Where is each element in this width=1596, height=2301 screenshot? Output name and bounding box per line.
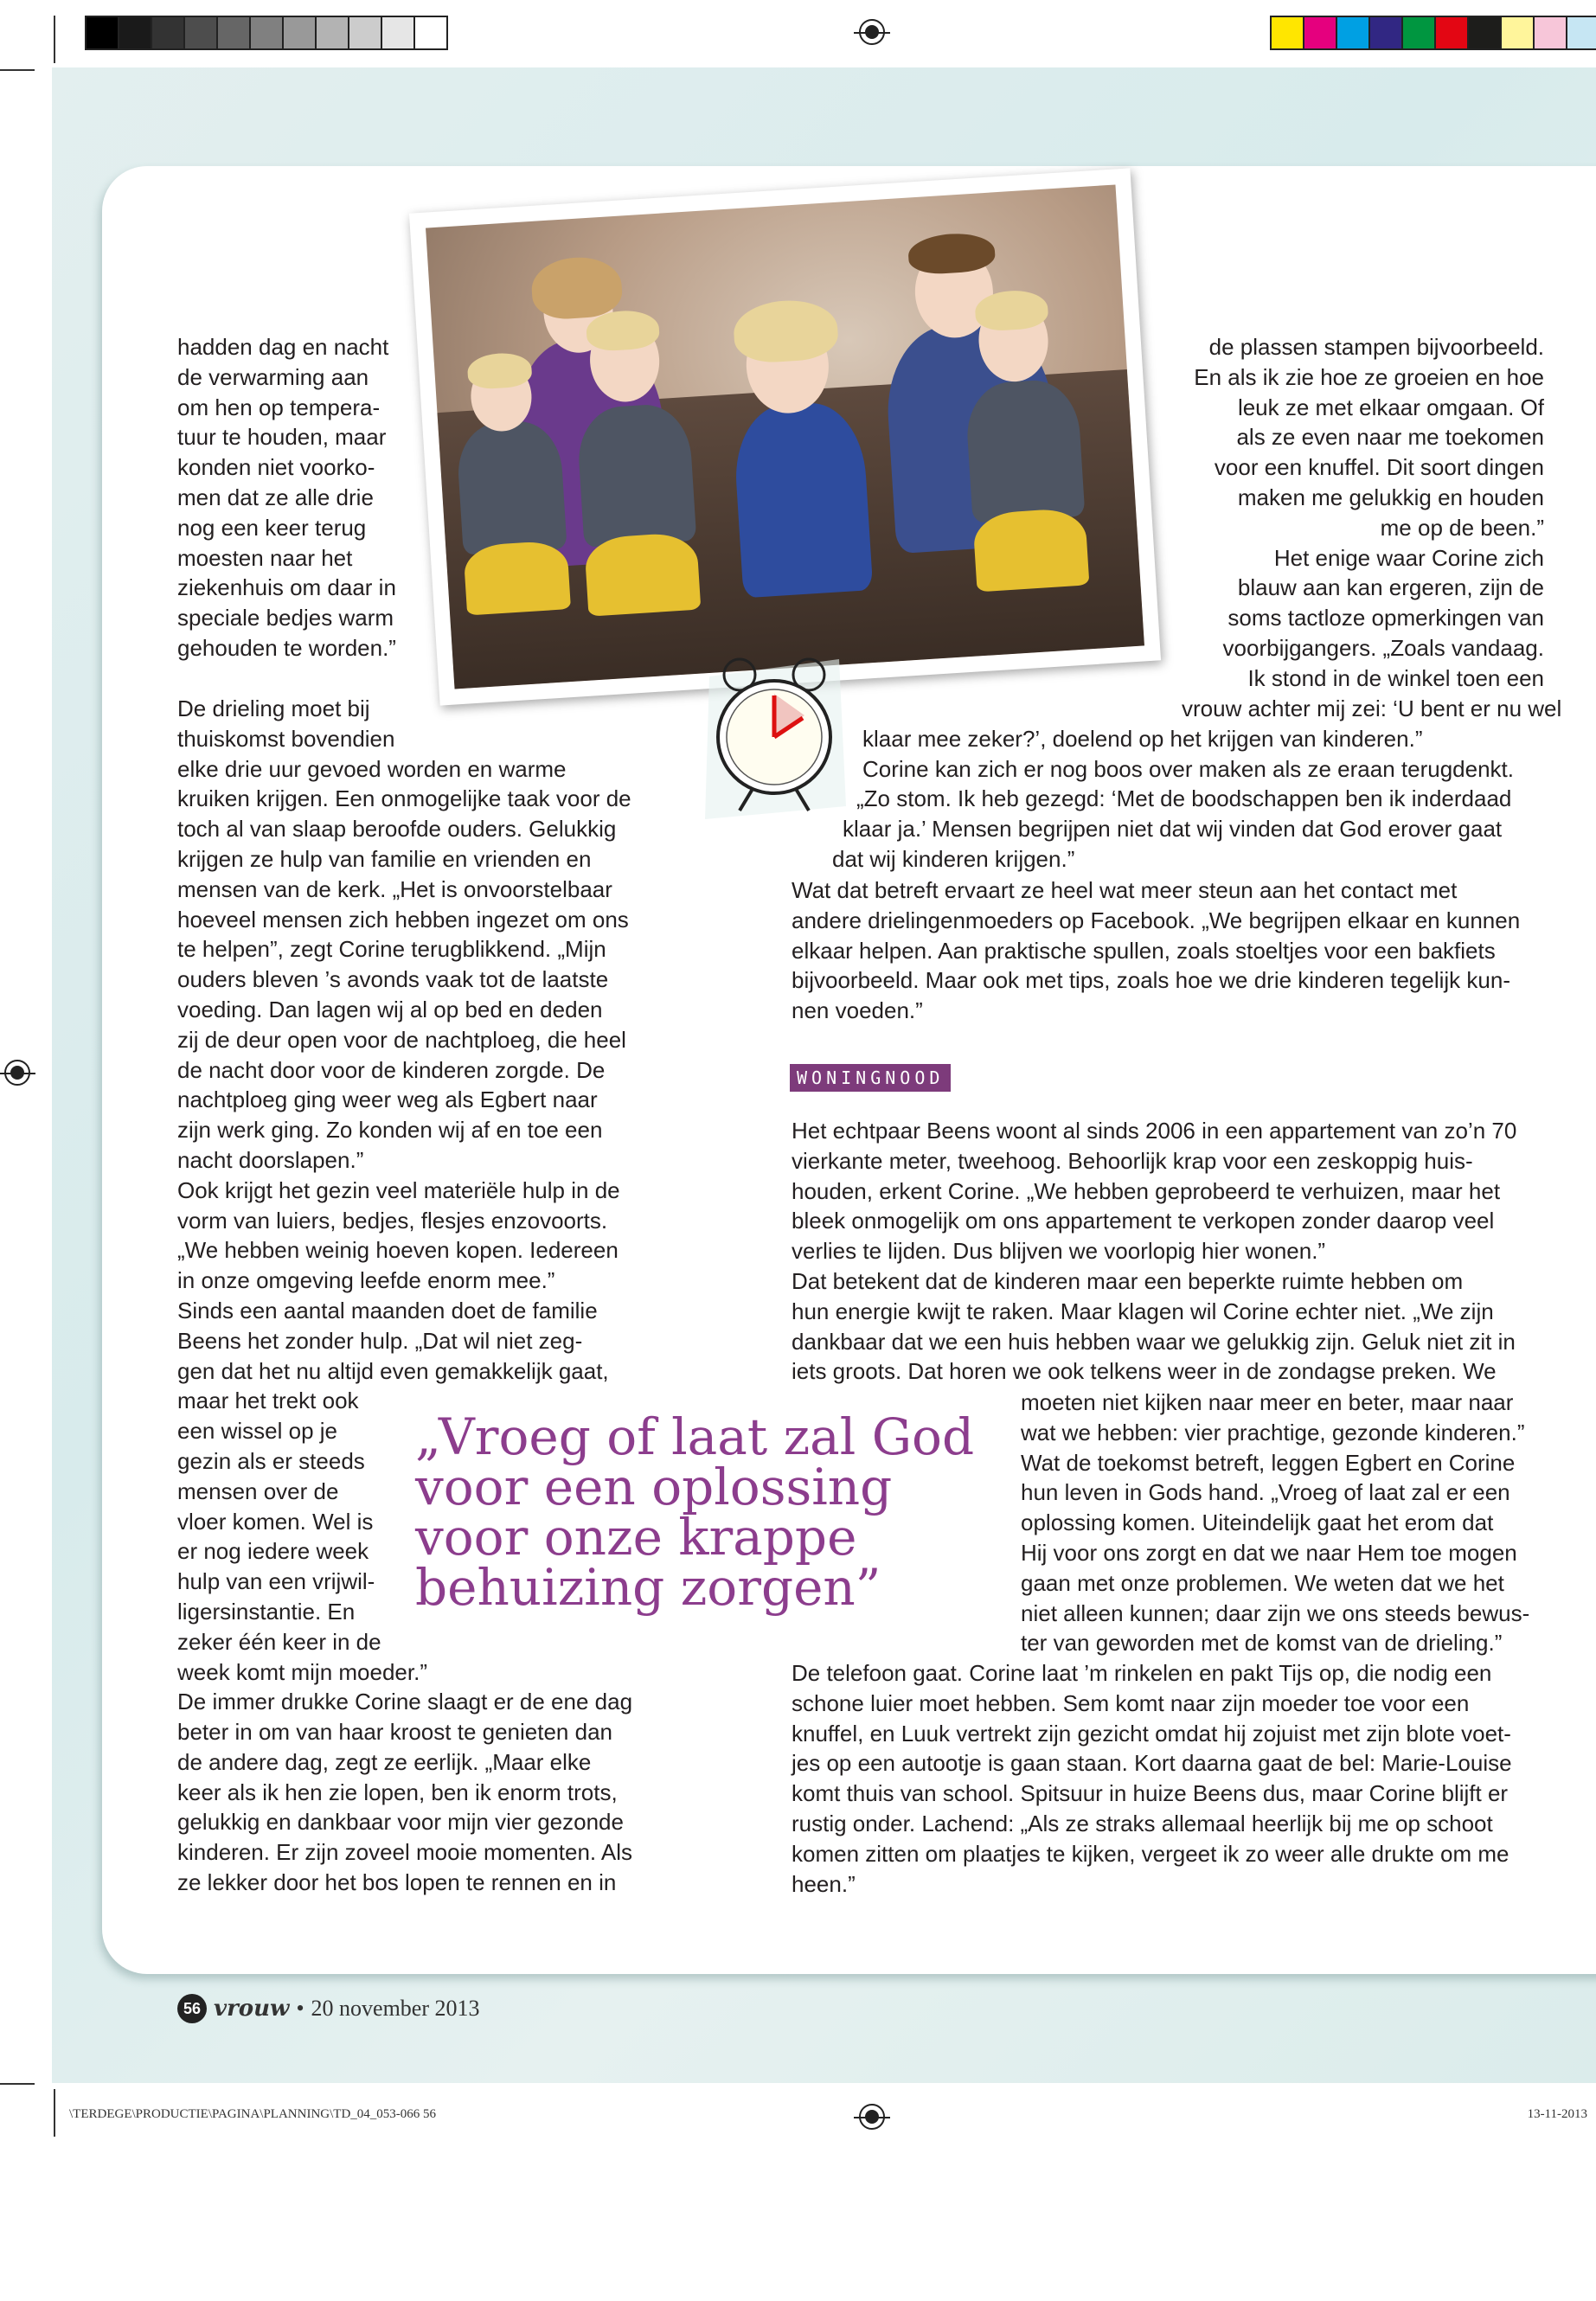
right-column-top	[1194, 332, 1544, 694]
text-line: Ook krijgt het gezin veel materiële hulp in de	[177, 1176, 620, 1203]
color-swatch	[1467, 16, 1502, 50]
text-line: er nog iedere week	[177, 1538, 369, 1565]
family-photo	[409, 168, 1161, 705]
text-line: elkaar helpen. Aan praktische spullen, zoals stoeltjes voor een bakfiets	[792, 937, 1496, 964]
text-line: komt thuis van school. Spitsuur in huize Beens dus, maar Corine blijft er	[792, 1780, 1509, 1807]
left-column-main	[177, 694, 632, 1898]
text-line: niet alleen kunnen; daar zijn we ons steeds bewus-	[1021, 1599, 1530, 1626]
text-line: voeding. Dan lagen wij al op bed en deden	[177, 996, 603, 1022]
text-line: moeten niet kijken naar meer en beter, maar naar	[1021, 1389, 1514, 1415]
pull-quote-line: behuizing zorgen”	[415, 1558, 881, 1617]
right-column-middle	[792, 875, 1520, 1026]
text-line: speciale bedjes warm	[177, 605, 394, 631]
registration-mark-icon	[4, 1060, 30, 1086]
text-line: week komt mijn moeder.”	[177, 1658, 427, 1685]
text-line: soms tactloze opmerkingen van	[1227, 605, 1544, 631]
text-line: voorbijgangers. „Zoals vandaag.	[1222, 634, 1544, 661]
text-line: iets groots. Dat horen we ook telkens weer in de zondagse preken. We	[792, 1358, 1497, 1385]
text-line: Ik stond in de winkel toen een	[1247, 664, 1544, 691]
crop-mark	[54, 2089, 55, 2137]
color-swatch	[1303, 16, 1337, 50]
color-swatch	[1500, 16, 1535, 50]
text-line: moesten naar het	[177, 544, 353, 571]
color-swatch	[85, 16, 119, 50]
issue-date: 20 november 2013	[311, 1996, 480, 2021]
text-line: „We hebben weinig hoeven kopen. Iedereen	[177, 1237, 619, 1264]
text-line: „Zo stom. Ik heb gezegd: ‘Met de boodschappen ben ik inderdaad	[856, 785, 1512, 812]
text-line: dat wij kinderen krijgen.”	[832, 846, 1075, 872]
page-footer	[177, 1994, 480, 2023]
right-column-beside-quote	[1021, 1388, 1529, 1658]
text-line: gezin als er steeds	[177, 1447, 365, 1474]
text-line: konden niet voorko-	[177, 454, 375, 481]
text-line: ligersinstantie. En	[177, 1598, 356, 1625]
text-line: krijgen ze hulp van familie en vrienden en	[177, 845, 592, 872]
print-date-slug: 13-11-2013	[1527, 2107, 1587, 2121]
color-swatch	[282, 16, 317, 50]
text-line: me op de been.”	[1380, 514, 1544, 541]
registration-mark-icon	[859, 19, 885, 45]
text-line: gaan met onze problemen. We weten dat we het	[1021, 1569, 1504, 1596]
color-swatch	[1401, 16, 1436, 50]
text-line: De immer drukke Corine slaagt er de ene dag	[177, 1689, 633, 1715]
text-line: mensen van de kerk. „Het is onvoorstelbaar	[177, 875, 612, 902]
color-swatch	[348, 16, 382, 50]
text-line: schone luier moet hebben. Sem komt naar zijn moeder toe voor een	[792, 1689, 1470, 1716]
text-line: oplossing komen. Uiteindelijk gaat het erom dat	[1021, 1509, 1494, 1536]
text-line: Wat de toekomst betreft, leggen Egbert en Corine	[1021, 1449, 1516, 1476]
text-line: gehouden te worden.”	[177, 634, 396, 661]
text-line: tuur te houden, maar	[177, 424, 387, 451]
crop-mark	[54, 16, 55, 63]
text-line: hadden dag en nacht	[177, 334, 389, 360]
text-line: om hen op tempera-	[177, 394, 381, 420]
text-line: als ze even naar me toekomen	[1236, 424, 1544, 451]
text-line: leuk ze met elkaar omgaan. Of	[1237, 394, 1544, 420]
color-swatch	[249, 16, 284, 50]
right-column-bottom	[792, 1658, 1512, 1899]
text-line: mensen over de	[177, 1477, 339, 1504]
text-line: elke drie uur gevoed worden en warme	[177, 755, 567, 782]
text-line: Sinds een aantal maanden doet de familie	[177, 1297, 598, 1324]
page-number: 56	[177, 1994, 207, 2023]
file-path-slug: \TERDEGE\PRODUCTIE\PAGINA\PLANNING\TD_04_053-066 56	[69, 2107, 437, 2121]
text-line: heen.”	[792, 1870, 856, 1897]
text-line: Dat betekent dat de kinderen maar een beperkte ruimte hebben om	[792, 1267, 1464, 1294]
text-line: verlies te lijden. Dus blijven we voorlopig hier wonen.”	[792, 1238, 1326, 1265]
color-swatch	[1270, 16, 1304, 50]
text-line: Het enige waar Corine zich	[1273, 544, 1544, 571]
text-line: wat we hebben: vier prachtige, gezonde kinderen.”	[1021, 1419, 1525, 1445]
text-line: vloer komen. Wel is	[177, 1508, 374, 1535]
text-line: dankbaar dat we een huis hebben waar we gelukkig zijn. Geluk niet zit in	[792, 1328, 1516, 1355]
text-line: zij de deur open voor de nachtploeg, die heel	[177, 1026, 626, 1053]
text-line: in onze omgeving leefde enorm mee.”	[177, 1267, 555, 1294]
text-line: keer als ik hen zie lopen, ben ik enorm trots,	[177, 1779, 618, 1805]
text-line: hoeveel mensen zich hebben ingezet om ons	[177, 906, 629, 933]
text-line: jes op een autootje is gaan staan. Kort daarna gaat de bel: Marie-Louise	[792, 1750, 1512, 1777]
text-line: klaar ja.’ Mensen begrijpen niet dat wij vinden dat God erover gaat	[843, 816, 1503, 843]
text-line: bleek onmogelijk om ons appartement te verkopen zonder daarop veel	[792, 1208, 1495, 1234]
text-line: zijn werk ging. Zo konden wij af en toe een	[177, 1117, 603, 1144]
text-line: toch al van slaap beroofde ouders. Gelukkig	[177, 816, 617, 843]
text-line: ouders bleven ’s avonds vaak tot de laatste	[177, 966, 609, 993]
crop-mark	[0, 2083, 35, 2085]
registration-mark-icon	[859, 2104, 885, 2130]
text-line: maar het trekt ook	[177, 1388, 359, 1414]
text-line: zeker één keer in de	[177, 1628, 381, 1655]
text-line: de andere dag, zegt ze eerlijk. „Maar elke	[177, 1748, 592, 1775]
color-swatch	[1566, 16, 1596, 50]
text-line: Wat dat betreft ervaart ze heel wat meer steun aan het contact met	[792, 877, 1458, 903]
text-line: ter van geworden met de komst van de drieling.”	[1021, 1630, 1503, 1657]
text-line: Beens het zonder hulp. „Dat wil niet zeg-	[177, 1327, 583, 1354]
text-line: ze lekker door het bos lopen te rennen en in	[177, 1869, 617, 1896]
color-swatch	[315, 16, 349, 50]
text-line: een wissel op je	[177, 1418, 337, 1445]
color-swatch	[381, 16, 415, 50]
color-swatch	[216, 16, 251, 50]
text-line: de plassen stampen bijvoorbeeld.	[1208, 334, 1544, 360]
text-line: bijvoorbeeld. Maar ook met tips, zoals hoe we drie kinderen tegelijk kun-	[792, 967, 1510, 994]
text-line: vierkante meter, tweehoog. Behoorlijk krap voor een zeskoppig huis-	[792, 1147, 1473, 1174]
process-color-bar	[1272, 16, 1596, 50]
text-line: Hij voor ons zorgt en dat we naar Hem toe mogen	[1021, 1539, 1517, 1566]
alarm-clock-illustration	[701, 642, 848, 824]
color-swatch	[413, 16, 448, 50]
text-line: nachtploeg ging weer weg als Egbert naar	[177, 1086, 598, 1113]
text-line: thuiskomst bovendien	[177, 725, 395, 752]
text-line: hun leven in Gods hand. „Vroeg of laat zal er een	[1021, 1479, 1510, 1506]
text-line: klaar mee zeker?’, doelend op het krijgen van kinderen.”	[862, 725, 1423, 752]
text-line: andere drielingenmoeders op Facebook. „We begrijpen elkaar en kunnen	[792, 907, 1521, 933]
text-line: hulp van een vrijwil-	[177, 1568, 375, 1595]
text-line: komen zitten om plaatjes te kijken, vergeet ik zo weer alle drukte om me	[792, 1840, 1509, 1867]
text-line: vorm van luiers, bedjes, flesjes enzovoorts.	[177, 1207, 608, 1234]
text-line: rustig onder. Lachend: „Als ze straks allemaal heerlijk bij me op schoot	[792, 1810, 1493, 1836]
text-line: maken me gelukkig en houden	[1237, 484, 1544, 510]
color-swatch	[1533, 16, 1567, 50]
pull-quote-line: „Vroeg of laat zal God	[415, 1407, 975, 1466]
section-tag: WONINGNOOD	[790, 1064, 951, 1092]
crop-mark	[0, 69, 35, 71]
text-line: blauw aan kan ergeren, zijn de	[1237, 574, 1544, 601]
text-line: kruiken krijgen. Een onmogelijke taak voor de	[177, 785, 631, 812]
text-line: gen dat het nu altijd even gemakkelijk gaat,	[177, 1357, 609, 1384]
text-line: Corine kan zich er nog boos over maken als ze eraan terugdenkt.	[862, 755, 1514, 782]
text-line: gelukkig en dankbaar voor mijn vier gezonde	[177, 1809, 624, 1836]
pull-quote-line: voor een oplossing	[415, 1458, 893, 1516]
footer-bullet: •	[296, 1996, 304, 2021]
color-swatch	[1336, 16, 1370, 50]
color-swatch	[1368, 16, 1403, 50]
pull-quote-line: voor onze krappe	[415, 1508, 857, 1567]
gray-color-bar	[87, 16, 448, 50]
text-line: beter in om van haar kroost te genieten dan	[177, 1719, 612, 1746]
text-line: knuffel, en Luuk vertrekt zijn gezicht omdat hij zojuist met zijn blote voet-	[792, 1720, 1511, 1747]
text-line: men dat ze alle drie	[177, 484, 374, 510]
pull-quote	[415, 1407, 975, 1617]
text-line: nen voeden.”	[792, 997, 923, 1024]
text-line: Het echtpaar Beens woont al sinds 2006 in een appartement van zo’n 70	[792, 1118, 1517, 1144]
text-line: De drieling moet bij	[177, 695, 370, 721]
color-swatch	[118, 16, 152, 50]
text-line: voor een knuffel. Dit soort dingen	[1214, 454, 1544, 481]
text-line: nacht doorslapen.”	[177, 1146, 364, 1173]
text-line: nog een keer terug	[177, 514, 367, 541]
text-line: ziekenhuis om daar in	[177, 574, 396, 601]
text-line: De telefoon gaat. Corine laat ’m rinkelen en pakt Tijs op, die nodig een	[792, 1660, 1492, 1686]
color-swatch	[1434, 16, 1469, 50]
text-line: houden, erkent Corine. „We hebben geprobeerd te verhuizen, maar het	[792, 1177, 1501, 1204]
text-line: En als ik zie hoe ze groeien en hoe	[1194, 363, 1544, 390]
text-line: hun energie kwijt te raken. Maar klagen wil Corine echter niet. „We zijn	[792, 1298, 1494, 1324]
text-line: vrouw achter mij zei: ‘U bent er nu wel	[1182, 695, 1562, 721]
color-swatch	[183, 16, 218, 50]
right-column-section	[792, 1116, 1516, 1387]
text-line: kinderen. Er zijn zoveel mooie momenten. Als	[177, 1839, 633, 1866]
left-column-top	[177, 332, 396, 663]
text-line: te helpen”, zegt Corine terugblikkend. „Mijn	[177, 936, 606, 963]
text-line: de verwarming aan	[177, 363, 369, 390]
text-line: de nacht door voor de kinderen zorgde. De	[177, 1056, 606, 1083]
color-swatch	[151, 16, 185, 50]
magazine-logo: vrouw	[214, 1996, 290, 2022]
